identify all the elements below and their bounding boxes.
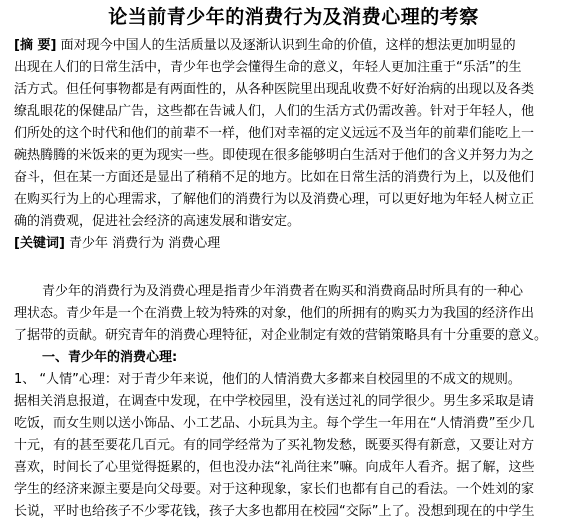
item1-line: 喜欢，时间长了心里觉得挺累的，但也没办法“礼尚往来”嘛。向成年人看齐。据了解，这些: [14, 460, 535, 475]
abstract-line: 确的消费观，促进社会经济的高速发展和谐安定。: [14, 214, 301, 229]
abstract-line: 在购买行为上的心理需求，了解他们的消费行为以及消费心理，可以更好地为年轻人树立正: [14, 192, 535, 207]
keywords-row: [14, 233, 573, 255]
abstract-line: 活方式。但任何事物都是有两面性的，从各种医院里出现乱收费不好好治病的出现以及各类: [14, 82, 535, 97]
intro-line: 理状态。青少年是一个在消费上较为特殊的对象，他们的所拥有的购买力为我国的经济作出: [14, 306, 535, 321]
abstract-text: 面对现今中国人的生活质量以及逐渐认识到生命的价值，这样的想法更加明显的: [60, 38, 516, 53]
abstract-paragraph: [14, 35, 573, 233]
intro-paragraph: [14, 281, 573, 347]
intro-line: 了据带的贡献。研究青年的消费心理特征，对企业制定有效的营销策略具有十分重要的意义。: [14, 328, 548, 343]
keywords-label: [关键词]: [14, 236, 65, 251]
item1-line: 据相关消息报道，在调查中发现，在中学校园里，没有送过礼的同学很少。男生多采取是请: [14, 394, 535, 409]
item1-line: 学生的经济来源主要是向父母要。对于这种现象，家长们也都有自己的看法。一个姓刘的家: [14, 482, 535, 497]
keywords-text: 青少年 消费行为 消费心理: [69, 236, 221, 251]
intro-line: 青少年的消费行为及消费心理是指青少年消费者在购买和消费商品时所具有的一种心: [42, 284, 524, 299]
blank-gap: [14, 255, 573, 277]
item1-line: 吃饭，而女生则以送小饰品、小工艺品、小玩具为主。每个学生一年用在“人情消费”至少几: [14, 416, 535, 431]
abstract-line: 缭乱眼花的保健品广告，这些都在告诫人们，人们的生活方式仍需改善。针对于年轻人，他: [14, 104, 535, 119]
abstract-line: 们所处的这个时代和他们的前辈不一样，他们对幸福的定义远远不及当年的前辈们能吃上一: [14, 126, 535, 141]
item1-line: 1、 “人情”心理：对于青少年来说，他们的人情消费大多都来自校园里的不成文的规则。: [14, 372, 521, 387]
abstract-line: 出现在人们的日常生活中，青少年也学会懂得生命的意义，年轻人更加注重于“乐活”的生: [14, 60, 522, 75]
abstract-line: [14, 35, 573, 57]
item1-paragraph: [14, 369, 573, 523]
document-title: 论当前青少年的消费行为及消费心理的考察: [108, 6, 479, 28]
abstract-line: 碗热腾腾的米饭来的更为现实一些。即使现在很多能够明白生活对于他们的含义并努力为之: [14, 148, 535, 163]
item1-line: 十元，有的甚至要花几百元。有的同学经常为了买礼物发愁，既要买得有新意，又要让对方: [14, 438, 535, 453]
section-heading: 一、青少年的消费心理:: [42, 350, 178, 365]
abstract-line: 奋斗，但在某一方面还是显出了稍稍不足的地方。比如在日常生活的消费行为上，以及他们: [14, 170, 535, 185]
abstract-label: [摘 要]: [14, 38, 57, 53]
item1-line: 长说，平时也给孩子不少零花钱，孩子大多也都用在校园“交际”上了。没想到现在的中学生: [14, 504, 535, 519]
